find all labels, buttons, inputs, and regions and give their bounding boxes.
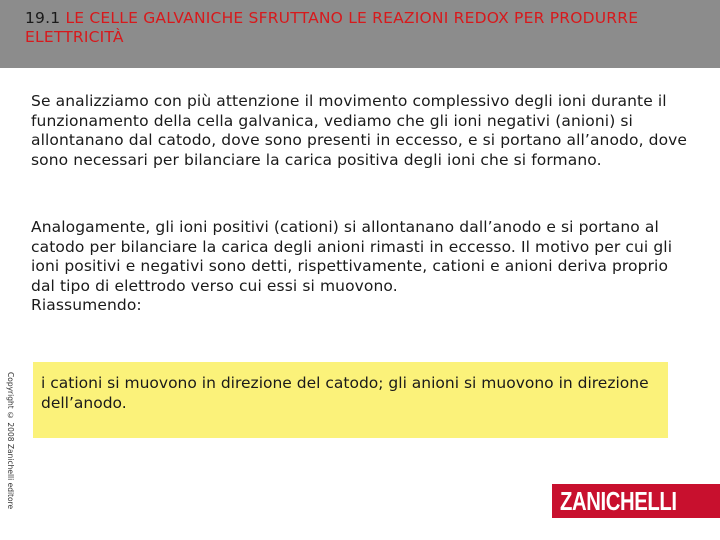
slide-title (25, 9, 705, 47)
header-bar (0, 0, 720, 68)
summary-highlight-text: i cationi si muovono in direzione del catodo; gli anioni si muovono in direzione dell’anodo. (41, 374, 649, 412)
publisher-logo-text: ZANICHELLI (560, 486, 677, 516)
paragraph-cations (31, 218, 696, 316)
paragraph-anions: Se analizziamo con più attenzione il movimento complessivo degli ioni durante il funzionamento della cella galvanica, vediamo che gli ioni negativi (anioni) si allontanano dal catodo, dove sono presenti in eccesso, e si portano all’anodo, dove sono necessari per bilanciare la carica positiva degli ioni che si formano. (31, 92, 688, 169)
paragraph-cations-text: Analogamente, gli ioni positivi (cationi) si allontanano dall’anodo e si portano al catodo per bilanciare la carica degli anioni rimasti in eccesso. Il motivo per cui gli ioni positivi e negativi sono detti, rispettivamente, cationi e anioni deriva proprio dal tipo di elettrodo verso cui essi si muovono. (31, 218, 673, 295)
summary-highlight-box (33, 362, 668, 438)
title-text: LE CELLE GALVANICHE SFRUTTANO LE REAZIONI REDOX PER PRODURRE ELETTRICITÀ (25, 9, 639, 46)
copyright-notice: Copyright © 2008 Zanichelli editore (6, 372, 15, 510)
publisher-logo (552, 484, 720, 518)
section-number: 19.1 (25, 9, 61, 27)
summary-label: Riassumendo: (31, 296, 142, 314)
